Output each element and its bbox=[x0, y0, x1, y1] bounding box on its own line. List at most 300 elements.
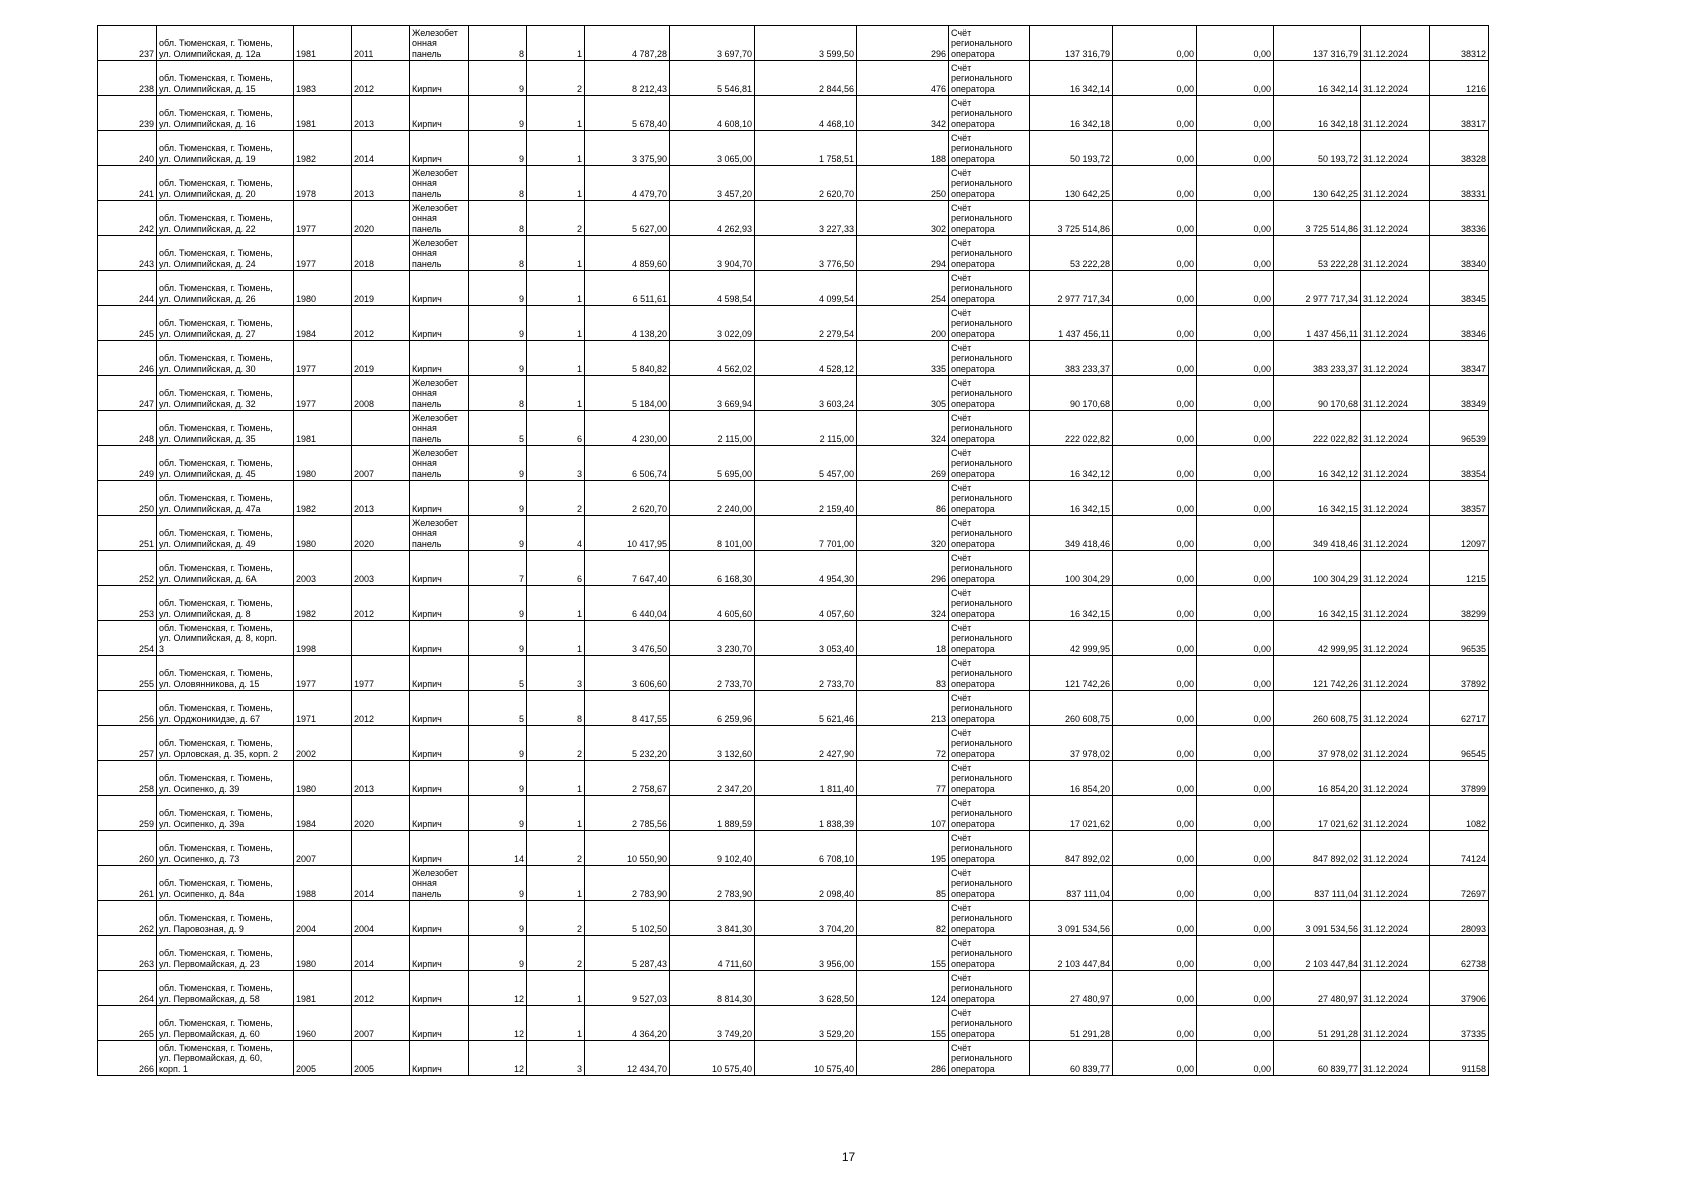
table-row bbox=[98, 516, 1489, 551]
table-row bbox=[98, 691, 1489, 726]
fund-balance-cell: 100 304,29 bbox=[1030, 551, 1113, 586]
floors-cell: 5 bbox=[469, 691, 527, 726]
owned-area-cell: 3 704,20 bbox=[755, 901, 857, 936]
row-number-cell: 248 bbox=[98, 411, 157, 446]
owned-area-cell: 3 053,40 bbox=[755, 621, 857, 656]
owned-area-cell: 3 599,50 bbox=[755, 26, 857, 61]
owned-area-cell: 3 628,50 bbox=[755, 971, 857, 1006]
fund-method-cell: Счёт регионального оператора bbox=[949, 201, 1030, 236]
floors-cell: 5 bbox=[469, 411, 527, 446]
owned-area-cell: 2 279,54 bbox=[755, 306, 857, 341]
house-code-cell: 37899 bbox=[1430, 761, 1489, 796]
floors-cell: 9 bbox=[469, 306, 527, 341]
year-built-cell: 1960 bbox=[294, 1006, 352, 1041]
year-built-cell: 1998 bbox=[294, 621, 352, 656]
owned-area-cell: 4 528,12 bbox=[755, 341, 857, 376]
year-renovated-cell: 2012 bbox=[352, 586, 410, 621]
entrances-cell: 1 bbox=[527, 271, 585, 306]
table-row bbox=[98, 866, 1489, 901]
address-cell: обл. Тюменская, г. Тюмень, ул. Осипенко, д. 84а bbox=[157, 866, 294, 901]
report-date-cell: 31.12.2024 bbox=[1361, 61, 1430, 96]
table-row bbox=[98, 621, 1489, 656]
year-built-cell: 1980 bbox=[294, 936, 352, 971]
report-date-cell: 31.12.2024 bbox=[1361, 621, 1430, 656]
total-area-cell: 8 417,55 bbox=[585, 691, 670, 726]
floors-cell: 9 bbox=[469, 936, 527, 971]
residents-cell: 155 bbox=[857, 936, 949, 971]
fund-balance-cell: 53 222,28 bbox=[1030, 236, 1113, 271]
fund-method-cell: Счёт регионального оператора bbox=[949, 551, 1030, 586]
fund-method-cell: Счёт регионального оператора bbox=[949, 971, 1030, 1006]
row-number-cell: 243 bbox=[98, 236, 157, 271]
year-built-cell: 1988 bbox=[294, 866, 352, 901]
house-code-cell: 38349 bbox=[1430, 376, 1489, 411]
debt-contract-cell: 0,00 bbox=[1197, 1041, 1274, 1076]
fund-method-cell: Счёт регионального оператора bbox=[949, 306, 1030, 341]
fund-balance-cell: 16 342,15 bbox=[1030, 586, 1113, 621]
entrances-cell: 4 bbox=[527, 516, 585, 551]
table-row bbox=[98, 376, 1489, 411]
year-renovated-cell: 2012 bbox=[352, 306, 410, 341]
debt-contract-cell: 0,00 bbox=[1197, 866, 1274, 901]
residential-area-cell: 6 259,96 bbox=[670, 691, 755, 726]
table-row bbox=[98, 796, 1489, 831]
fund-method-cell: Счёт регионального оператора bbox=[949, 866, 1030, 901]
row-number-cell: 241 bbox=[98, 166, 157, 201]
owned-area-cell: 2 115,00 bbox=[755, 411, 857, 446]
owned-area-cell: 2 098,40 bbox=[755, 866, 857, 901]
fund-balance-cell: 16 854,20 bbox=[1030, 761, 1113, 796]
debt-contract-cell: 0,00 bbox=[1197, 271, 1274, 306]
house-code-cell: 38331 bbox=[1430, 166, 1489, 201]
report-date-cell: 31.12.2024 bbox=[1361, 726, 1430, 761]
table-row bbox=[98, 586, 1489, 621]
entrances-cell: 1 bbox=[527, 236, 585, 271]
row-number-cell: 262 bbox=[98, 901, 157, 936]
address-cell: обл. Тюменская, г. Тюмень, ул. Олимпийская, д. 8, корп. 3 bbox=[157, 621, 294, 656]
debt-owners-cell: 0,00 bbox=[1113, 201, 1197, 236]
year-renovated-cell: 2005 bbox=[352, 1041, 410, 1076]
report-date-cell: 31.12.2024 bbox=[1361, 551, 1430, 586]
residents-cell: 195 bbox=[857, 831, 949, 866]
residential-area-cell: 5 695,00 bbox=[670, 446, 755, 481]
debt-contract-cell: 0,00 bbox=[1197, 236, 1274, 271]
year-built-cell: 1977 bbox=[294, 201, 352, 236]
total-amount-cell: 137 316,79 bbox=[1274, 26, 1361, 61]
residential-area-cell: 3 697,70 bbox=[670, 26, 755, 61]
house-code-cell: 96539 bbox=[1430, 411, 1489, 446]
house-code-cell: 28093 bbox=[1430, 901, 1489, 936]
report-date-cell: 31.12.2024 bbox=[1361, 936, 1430, 971]
wall-material-cell: Кирпич bbox=[410, 481, 469, 516]
fund-balance-cell: 16 342,12 bbox=[1030, 446, 1113, 481]
table-row bbox=[98, 131, 1489, 166]
fund-balance-cell: 17 021,62 bbox=[1030, 796, 1113, 831]
debt-contract-cell: 0,00 bbox=[1197, 26, 1274, 61]
residents-cell: 254 bbox=[857, 271, 949, 306]
house-code-cell: 37906 bbox=[1430, 971, 1489, 1006]
table-row bbox=[98, 306, 1489, 341]
fund-method-cell: Счёт регионального оператора bbox=[949, 446, 1030, 481]
year-built-cell: 1981 bbox=[294, 971, 352, 1006]
floors-cell: 9 bbox=[469, 446, 527, 481]
row-number-cell: 240 bbox=[98, 131, 157, 166]
row-number-cell: 239 bbox=[98, 96, 157, 131]
fund-balance-cell: 349 418,46 bbox=[1030, 516, 1113, 551]
entrances-cell: 2 bbox=[527, 481, 585, 516]
row-number-cell: 250 bbox=[98, 481, 157, 516]
entrances-cell: 2 bbox=[527, 831, 585, 866]
debt-owners-cell: 0,00 bbox=[1113, 901, 1197, 936]
year-built-cell: 2004 bbox=[294, 901, 352, 936]
year-renovated-cell bbox=[352, 621, 410, 656]
year-built-cell: 1980 bbox=[294, 516, 352, 551]
year-renovated-cell: 2019 bbox=[352, 341, 410, 376]
debt-owners-cell: 0,00 bbox=[1113, 96, 1197, 131]
year-built-cell: 1977 bbox=[294, 656, 352, 691]
residents-cell: 213 bbox=[857, 691, 949, 726]
house-code-cell: 38340 bbox=[1430, 236, 1489, 271]
entrances-cell: 1 bbox=[527, 306, 585, 341]
owned-area-cell: 4 057,60 bbox=[755, 586, 857, 621]
debt-contract-cell: 0,00 bbox=[1197, 936, 1274, 971]
total-amount-cell: 121 742,26 bbox=[1274, 656, 1361, 691]
table-row bbox=[98, 341, 1489, 376]
house-code-cell: 38345 bbox=[1430, 271, 1489, 306]
fund-balance-cell: 16 342,15 bbox=[1030, 481, 1113, 516]
row-number-cell: 244 bbox=[98, 271, 157, 306]
total-area-cell: 9 527,03 bbox=[585, 971, 670, 1006]
address-cell: обл. Тюменская, г. Тюмень, ул. Осипенко, д. 73 bbox=[157, 831, 294, 866]
floors-cell: 8 bbox=[469, 201, 527, 236]
report-date-cell: 31.12.2024 bbox=[1361, 761, 1430, 796]
debt-contract-cell: 0,00 bbox=[1197, 411, 1274, 446]
year-built-cell: 2005 bbox=[294, 1041, 352, 1076]
fund-method-cell: Счёт регионального оператора bbox=[949, 936, 1030, 971]
fund-method-cell: Счёт регионального оператора bbox=[949, 131, 1030, 166]
debt-owners-cell: 0,00 bbox=[1113, 621, 1197, 656]
total-amount-cell: 16 342,14 bbox=[1274, 61, 1361, 96]
residential-area-cell: 2 115,00 bbox=[670, 411, 755, 446]
residential-area-cell: 3 132,60 bbox=[670, 726, 755, 761]
residential-area-cell: 4 562,02 bbox=[670, 341, 755, 376]
house-code-cell: 37335 bbox=[1430, 1006, 1489, 1041]
report-date-cell: 31.12.2024 bbox=[1361, 1041, 1430, 1076]
wall-material-cell: Кирпич bbox=[410, 341, 469, 376]
row-number-cell: 251 bbox=[98, 516, 157, 551]
total-amount-cell: 1 437 456,11 bbox=[1274, 306, 1361, 341]
year-built-cell: 1980 bbox=[294, 271, 352, 306]
floors-cell: 9 bbox=[469, 621, 527, 656]
owned-area-cell: 4 954,30 bbox=[755, 551, 857, 586]
wall-material-cell: Кирпич bbox=[410, 761, 469, 796]
row-number-cell: 260 bbox=[98, 831, 157, 866]
year-built-cell: 1982 bbox=[294, 586, 352, 621]
table-row bbox=[98, 901, 1489, 936]
debt-owners-cell: 0,00 bbox=[1113, 1006, 1197, 1041]
fund-method-cell: Счёт регионального оператора bbox=[949, 61, 1030, 96]
debt-contract-cell: 0,00 bbox=[1197, 516, 1274, 551]
address-cell: обл. Тюменская, г. Тюмень, ул. Олимпийская, д. 19 bbox=[157, 131, 294, 166]
owned-area-cell: 6 708,10 bbox=[755, 831, 857, 866]
year-renovated-cell: 2003 bbox=[352, 551, 410, 586]
total-amount-cell: 130 642,25 bbox=[1274, 166, 1361, 201]
residents-cell: 320 bbox=[857, 516, 949, 551]
year-renovated-cell: 2019 bbox=[352, 271, 410, 306]
year-renovated-cell: 2011 bbox=[352, 26, 410, 61]
residents-cell: 77 bbox=[857, 761, 949, 796]
owned-area-cell: 2 620,70 bbox=[755, 166, 857, 201]
residential-area-cell: 8 101,00 bbox=[670, 516, 755, 551]
total-area-cell: 5 232,20 bbox=[585, 726, 670, 761]
debt-owners-cell: 0,00 bbox=[1113, 551, 1197, 586]
total-area-cell: 4 479,70 bbox=[585, 166, 670, 201]
row-number-cell: 245 bbox=[98, 306, 157, 341]
debt-contract-cell: 0,00 bbox=[1197, 901, 1274, 936]
year-built-cell: 1981 bbox=[294, 411, 352, 446]
report-date-cell: 31.12.2024 bbox=[1361, 411, 1430, 446]
table-row bbox=[98, 446, 1489, 481]
residents-cell: 107 bbox=[857, 796, 949, 831]
residents-cell: 296 bbox=[857, 551, 949, 586]
total-amount-cell: 349 418,46 bbox=[1274, 516, 1361, 551]
residential-area-cell: 4 608,10 bbox=[670, 96, 755, 131]
fund-balance-cell: 50 193,72 bbox=[1030, 131, 1113, 166]
entrances-cell: 2 bbox=[527, 201, 585, 236]
residents-cell: 85 bbox=[857, 866, 949, 901]
report-date-cell: 31.12.2024 bbox=[1361, 481, 1430, 516]
fund-balance-cell: 3 091 534,56 bbox=[1030, 901, 1113, 936]
debt-contract-cell: 0,00 bbox=[1197, 131, 1274, 166]
report-date-cell: 31.12.2024 bbox=[1361, 831, 1430, 866]
report-date-cell: 31.12.2024 bbox=[1361, 26, 1430, 61]
fund-method-cell: Счёт регионального оператора bbox=[949, 166, 1030, 201]
year-built-cell: 1982 bbox=[294, 481, 352, 516]
wall-material-cell: Кирпич bbox=[410, 726, 469, 761]
residents-cell: 324 bbox=[857, 411, 949, 446]
total-area-cell: 7 647,40 bbox=[585, 551, 670, 586]
residential-area-cell: 3 022,09 bbox=[670, 306, 755, 341]
total-amount-cell: 2 103 447,84 bbox=[1274, 936, 1361, 971]
residential-area-cell: 3 669,94 bbox=[670, 376, 755, 411]
row-number-cell: 252 bbox=[98, 551, 157, 586]
entrances-cell: 1 bbox=[527, 376, 585, 411]
house-code-cell: 37892 bbox=[1430, 656, 1489, 691]
wall-material-cell: Кирпич bbox=[410, 796, 469, 831]
total-area-cell: 4 138,20 bbox=[585, 306, 670, 341]
owned-area-cell: 1 811,40 bbox=[755, 761, 857, 796]
debt-contract-cell: 0,00 bbox=[1197, 551, 1274, 586]
total-amount-cell: 16 342,12 bbox=[1274, 446, 1361, 481]
fund-method-cell: Счёт регионального оператора bbox=[949, 481, 1030, 516]
owned-area-cell: 3 956,00 bbox=[755, 936, 857, 971]
debt-owners-cell: 0,00 bbox=[1113, 411, 1197, 446]
year-renovated-cell: 2012 bbox=[352, 61, 410, 96]
total-area-cell: 2 620,70 bbox=[585, 481, 670, 516]
debt-owners-cell: 0,00 bbox=[1113, 516, 1197, 551]
entrances-cell: 1 bbox=[527, 96, 585, 131]
residential-area-cell: 4 598,54 bbox=[670, 271, 755, 306]
address-cell: обл. Тюменская, г. Тюмень, ул. Олимпийская, д. 16 bbox=[157, 96, 294, 131]
debt-owners-cell: 0,00 bbox=[1113, 1041, 1197, 1076]
row-number-cell: 237 bbox=[98, 26, 157, 61]
fund-method-cell: Счёт регионального оператора bbox=[949, 96, 1030, 131]
house-code-cell: 12097 bbox=[1430, 516, 1489, 551]
fund-method-cell: Счёт регионального оператора bbox=[949, 376, 1030, 411]
year-renovated-cell: 2013 bbox=[352, 166, 410, 201]
total-area-cell: 6 440,04 bbox=[585, 586, 670, 621]
owned-area-cell: 5 621,46 bbox=[755, 691, 857, 726]
total-area-cell: 5 627,00 bbox=[585, 201, 670, 236]
debt-contract-cell: 0,00 bbox=[1197, 376, 1274, 411]
report-date-cell: 31.12.2024 bbox=[1361, 306, 1430, 341]
owned-area-cell: 10 575,40 bbox=[755, 1041, 857, 1076]
row-number-cell: 256 bbox=[98, 691, 157, 726]
year-renovated-cell: 1977 bbox=[352, 656, 410, 691]
debt-contract-cell: 0,00 bbox=[1197, 61, 1274, 96]
residents-cell: 324 bbox=[857, 586, 949, 621]
address-cell: обл. Тюменская, г. Тюмень, ул. Олимпийская, д. 8 bbox=[157, 586, 294, 621]
debt-owners-cell: 0,00 bbox=[1113, 936, 1197, 971]
fund-method-cell: Счёт регионального оператора bbox=[949, 691, 1030, 726]
entrances-cell: 3 bbox=[527, 446, 585, 481]
total-amount-cell: 50 193,72 bbox=[1274, 131, 1361, 166]
year-built-cell: 1977 bbox=[294, 376, 352, 411]
residential-area-cell: 2 240,00 bbox=[670, 481, 755, 516]
owned-area-cell: 3 776,50 bbox=[755, 236, 857, 271]
wall-material-cell: Кирпич bbox=[410, 936, 469, 971]
debt-owners-cell: 0,00 bbox=[1113, 481, 1197, 516]
address-cell: обл. Тюменская, г. Тюмень, ул. Олимпийская, д. 45 bbox=[157, 446, 294, 481]
fund-balance-cell: 847 892,02 bbox=[1030, 831, 1113, 866]
owned-area-cell: 3 227,33 bbox=[755, 201, 857, 236]
year-renovated-cell: 2013 bbox=[352, 481, 410, 516]
debt-owners-cell: 0,00 bbox=[1113, 341, 1197, 376]
row-number-cell: 242 bbox=[98, 201, 157, 236]
address-cell: обл. Тюменская, г. Тюмень, ул. Первомайская, д. 23 bbox=[157, 936, 294, 971]
residents-cell: 18 bbox=[857, 621, 949, 656]
total-amount-cell: 837 111,04 bbox=[1274, 866, 1361, 901]
debt-owners-cell: 0,00 bbox=[1113, 866, 1197, 901]
debt-contract-cell: 0,00 bbox=[1197, 726, 1274, 761]
address-cell: обл. Тюменская, г. Тюмень, ул. Паровозная, д. 9 bbox=[157, 901, 294, 936]
year-built-cell: 1983 bbox=[294, 61, 352, 96]
residents-cell: 72 bbox=[857, 726, 949, 761]
house-code-cell: 1082 bbox=[1430, 796, 1489, 831]
report-date-cell: 31.12.2024 bbox=[1361, 201, 1430, 236]
fund-method-cell: Счёт регионального оператора bbox=[949, 831, 1030, 866]
year-renovated-cell: 2012 bbox=[352, 971, 410, 1006]
debt-contract-cell: 0,00 bbox=[1197, 831, 1274, 866]
year-built-cell: 1971 bbox=[294, 691, 352, 726]
address-cell: обл. Тюменская, г. Тюмень, ул. Олимпийская, д. 15 bbox=[157, 61, 294, 96]
total-area-cell: 6 506,74 bbox=[585, 446, 670, 481]
year-built-cell: 2002 bbox=[294, 726, 352, 761]
entrances-cell: 1 bbox=[527, 761, 585, 796]
entrances-cell: 1 bbox=[527, 166, 585, 201]
report-date-cell: 31.12.2024 bbox=[1361, 656, 1430, 691]
fund-balance-cell: 3 725 514,86 bbox=[1030, 201, 1113, 236]
debt-contract-cell: 0,00 bbox=[1197, 341, 1274, 376]
wall-material-cell: Кирпич bbox=[410, 1041, 469, 1076]
debt-contract-cell: 0,00 bbox=[1197, 691, 1274, 726]
fund-method-cell: Счёт регионального оператора bbox=[949, 726, 1030, 761]
residents-cell: 86 bbox=[857, 481, 949, 516]
floors-cell: 9 bbox=[469, 96, 527, 131]
table-row bbox=[98, 656, 1489, 691]
owned-area-cell: 2 733,70 bbox=[755, 656, 857, 691]
year-built-cell: 1981 bbox=[294, 96, 352, 131]
year-renovated-cell bbox=[352, 831, 410, 866]
fund-balance-cell: 837 111,04 bbox=[1030, 866, 1113, 901]
total-area-cell: 8 212,43 bbox=[585, 61, 670, 96]
fund-balance-cell: 90 170,68 bbox=[1030, 376, 1113, 411]
house-code-cell: 1216 bbox=[1430, 61, 1489, 96]
residential-area-cell: 3 749,20 bbox=[670, 1006, 755, 1041]
row-number-cell: 259 bbox=[98, 796, 157, 831]
total-amount-cell: 60 839,77 bbox=[1274, 1041, 1361, 1076]
owned-area-cell: 1 758,51 bbox=[755, 131, 857, 166]
owned-area-cell: 3 603,24 bbox=[755, 376, 857, 411]
wall-material-cell: Кирпич bbox=[410, 901, 469, 936]
address-cell: обл. Тюменская, г. Тюмень, ул. Олимпийская, д. 30 bbox=[157, 341, 294, 376]
residential-area-cell: 3 841,30 bbox=[670, 901, 755, 936]
entrances-cell: 1 bbox=[527, 131, 585, 166]
residential-area-cell: 8 814,30 bbox=[670, 971, 755, 1006]
entrances-cell: 2 bbox=[527, 936, 585, 971]
fund-balance-cell: 260 608,75 bbox=[1030, 691, 1113, 726]
total-amount-cell: 16 854,20 bbox=[1274, 761, 1361, 796]
row-number-cell: 253 bbox=[98, 586, 157, 621]
floors-cell: 9 bbox=[469, 341, 527, 376]
table-row bbox=[98, 726, 1489, 761]
residents-cell: 83 bbox=[857, 656, 949, 691]
floors-cell: 5 bbox=[469, 656, 527, 691]
debt-contract-cell: 0,00 bbox=[1197, 481, 1274, 516]
entrances-cell: 1 bbox=[527, 621, 585, 656]
row-number-cell: 238 bbox=[98, 61, 157, 96]
total-area-cell: 5 102,50 bbox=[585, 901, 670, 936]
fund-method-cell: Счёт регионального оператора bbox=[949, 901, 1030, 936]
total-area-cell: 4 230,00 bbox=[585, 411, 670, 446]
floors-cell: 14 bbox=[469, 831, 527, 866]
residents-cell: 82 bbox=[857, 901, 949, 936]
wall-material-cell: Кирпич bbox=[410, 831, 469, 866]
floors-cell: 7 bbox=[469, 551, 527, 586]
residential-area-cell: 2 783,90 bbox=[670, 866, 755, 901]
wall-material-cell: Железобет онная панель bbox=[410, 166, 469, 201]
house-code-cell: 96535 bbox=[1430, 621, 1489, 656]
address-cell: обл. Тюменская, г. Тюмень, ул. Оловянникова, д. 15 bbox=[157, 656, 294, 691]
floors-cell: 9 bbox=[469, 761, 527, 796]
total-area-cell: 10 550,90 bbox=[585, 831, 670, 866]
house-code-cell: 91158 bbox=[1430, 1041, 1489, 1076]
debt-owners-cell: 0,00 bbox=[1113, 26, 1197, 61]
debt-contract-cell: 0,00 bbox=[1197, 621, 1274, 656]
table-row bbox=[98, 1006, 1489, 1041]
report-date-cell: 31.12.2024 bbox=[1361, 971, 1430, 1006]
address-cell: обл. Тюменская, г. Тюмень, ул. Осипенко, д. 39 bbox=[157, 761, 294, 796]
floors-cell: 9 bbox=[469, 586, 527, 621]
residential-area-cell: 4 711,60 bbox=[670, 936, 755, 971]
fund-balance-cell: 16 342,14 bbox=[1030, 61, 1113, 96]
debt-contract-cell: 0,00 bbox=[1197, 166, 1274, 201]
entrances-cell: 6 bbox=[527, 411, 585, 446]
entrances-cell: 2 bbox=[527, 61, 585, 96]
entrances-cell: 1 bbox=[527, 586, 585, 621]
row-number-cell: 261 bbox=[98, 866, 157, 901]
debt-owners-cell: 0,00 bbox=[1113, 376, 1197, 411]
